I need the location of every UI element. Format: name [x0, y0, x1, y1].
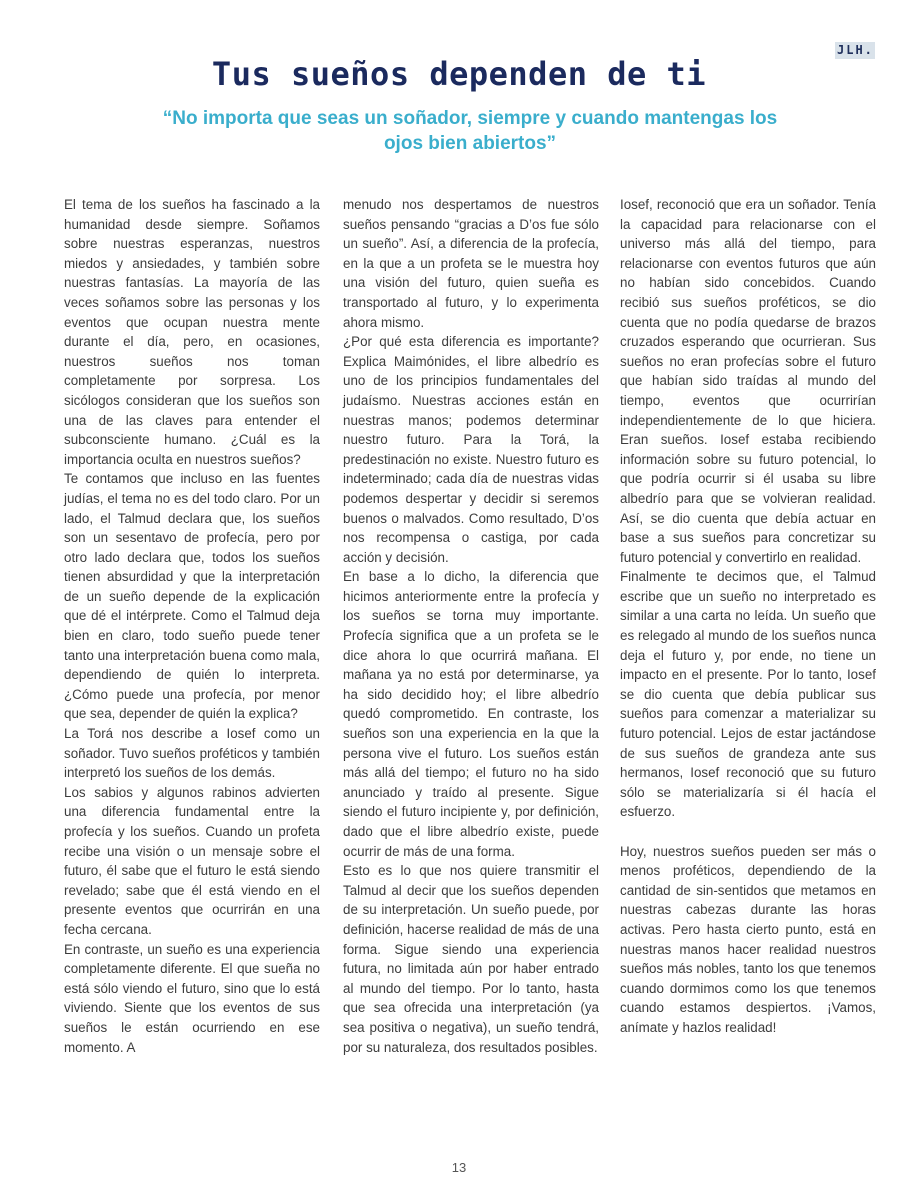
paragraph: menudo nos despertamos de nuestros sueños pensando “gracias a D’os fue sólo un sueño”. Así, a diferencia de la profecía, en la que a un profeta se le muestra hoy una visión del futuro, quien sueña es transportado al futuro, y lo experimenta ahora mismo. — [343, 197, 599, 330]
paragraph: Iosef, reconoció que era un soñador. Tenía la capacidad para relacionarse con el universo más allá del tiempo, para relacionarse con eventos futuros que aún no habían sido concebidos. Cuando recibió sus sueños proféticos, se dio cuenta que no podía quedarse de brazos cruzados esperando que ocurrieran. Sus sueños no eran profecías sobre el futuro que habían sido traídas al mundo del tiempo, eventos que ocurrirían independientemente de lo que hiciera. Eran sueños. Iosef estaba recibiendo información sobre su futuro potencial, lo que podría ocurrir si él usaba su libre albedrío para que se volvieran realidad. Así, se dio cuenta que debía actuar en base a sus sueños para concretizar su futuro potencial y convertirlo en realidad. — [620, 197, 876, 565]
paragraph: El tema de los sueños ha fascinado a la humanidad desde siempre. Soñamos sobre nuestras esperanzas, nuestros miedos y ansiedades, y también sobre nuestras fantasías. La mayoría de las veces soñamos sobre las personas y los eventos que ocupan nuestra mente durante el día, pero, en ocasiones, nuestros sueños nos toman completamente por sorpresa. Los sicólogos consideran que los sueños son una de las claves para entender el subconsciente humano. ¿Cuál es la importancia oculta en nuestros sueños? — [64, 197, 320, 467]
paragraph: Finalmente te decimos que, el Talmud escribe que un sueño no interpretado es similar a una carta no leída. Un sueño que es relegado al mundo de los sueños nunca deja el futuro y, por ende, no tiene un impacto en el presente. Por lo tanto, Iosef se dio cuenta que debía publicar sus sueños para comenzar a materializar su futuro potencial. Lejos de estar jactándose de sus sueños de grandeza ante sus hermanos, Iosef reconoció que su futuro sólo se materializaría si él hacía el esfuerzo. — [620, 569, 876, 820]
paragraph: Te contamos que incluso en las fuentes judías, el tema no es del todo claro. Por un lado, el Talmud declara que, los sueños son un sesentavo de profecía, pero por otro lado declara que, todos los sueños tienen absurdidad y que la interpretación de un sueño depende de la explicación que dé el intérprete. Como el Talmud deja bien en claro, todo sueño puede tener tanto una interpretación buena como mala, dependiendo de quién lo interpreta. ¿Cómo puede una profecía, por menor que sea, depender de quién la explica? — [64, 471, 320, 722]
paragraph: La Torá nos describe a Iosef como un soñador. Tuvo sueños proféticos y también interpretó los sueños de los demás. — [64, 726, 320, 781]
page-number: 13 — [451, 1160, 467, 1175]
paragraph: En base a lo dicho, la diferencia que hicimos anteriormente entre la profecía y los sueños se torna muy importante. Profecía significa que a un profeta se le dice ahora lo que ocurrirá mañana. El mañana ya no está por determinarse, ya ha sido decidido hoy; el libre albedrío quedó comprometido. En contraste, los sueños son una experiencia en la que la persona vive el futuro. Los sueños están más allá del tiempo; el futuro no ha sido anunciado y traído al presente. Sigue siendo el futuro incipiente y, por definición, dado que el libre albedrío existe, puede ocurrir de más de una forma. — [343, 569, 599, 859]
text-column-1 — [64, 195, 320, 1057]
article-title: Tus sueños dependen de ti — [211, 55, 707, 93]
paragraph: Hoy, nuestros sueños pueden ser más o menos proféticos, dependiendo de la cantidad de sin-sentidos que metamos en nuestras cabezas durante las horas activas. Pero hasta cierto punto, está en nuestras manos hacer realidad nuestros sueños más nobles, tanto los que tenemos cuando dormimos como los que tenemos cuando estamos despiertos. ¡Vamos, anímate y hazlos realidad! — [620, 843, 876, 1035]
text-column-2 — [343, 195, 599, 1057]
paragraph: ¿Por qué esta diferencia es importante? Explica Maimónides, el libre albedrío es uno de los principios fundamentales del judaísmo. Nuestras acciones están en nuestras manos; podemos determinar nuestro futuro. Para la Torá, la predestinación no existe. Nuestro futuro es indeterminado; cada día de nuestras vidas podemos despertar y decidir si seremos buenos o malvados. Como resultado, D’os nos recompensa o castiga, por cada acción y decisión. — [343, 334, 599, 565]
author-tag: JLH. — [837, 43, 874, 57]
article-subtitle-quote: “No importa que seas un soñador, siempre y cuando mantengas los ojos bien abiertos” — [162, 108, 778, 154]
paragraph: Esto es lo que nos quiere transmitir el Talmud al decir que los sueños dependen de su interpretación. Un sueño puede, por definición, hacerse realidad de más de una forma. Sigue siendo una experiencia futura, no limitada aún por haber entrado al mundo del tiempo. Por lo tanto, hasta que sea ofrecida una interpretación (ya sea positiva o negativa), un sueño tendrá, por su naturaleza, dos resultados posibles. — [343, 863, 599, 1055]
paragraph: En contraste, un sueño es una experiencia completamente diferente. El que sueña no está sólo viendo el futuro, sino que lo está viviendo. Siente que los eventos de sus sueños le están ocurriendo en ese momento. A — [64, 941, 320, 1055]
text-column-3 — [620, 195, 876, 1038]
paragraph: Los sabios y algunos rabinos advierten una diferencia fundamental entre la profecía y los sueños. Cuando un profeta recibe una visión o un mensaje sobre el futuro, él sabe que el futuro le está siendo revelado; sabe que él está viendo en el presente eventos que ocurrirán en una fecha cercana. — [64, 784, 320, 937]
